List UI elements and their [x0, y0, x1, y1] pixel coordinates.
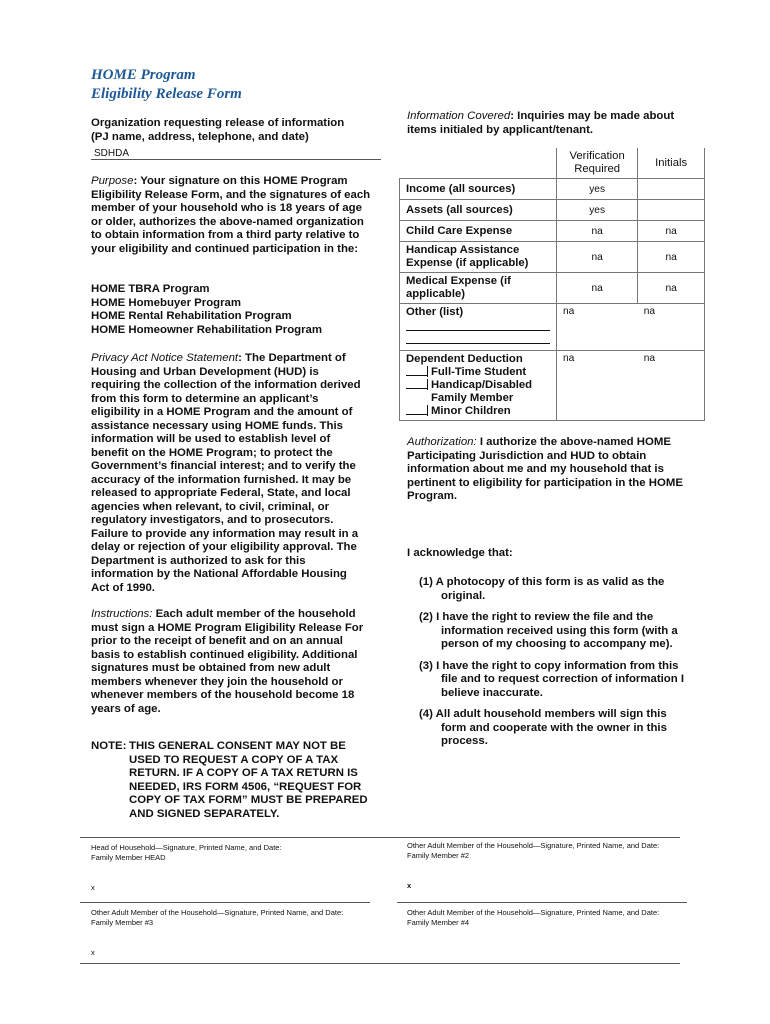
note-block	[91, 740, 376, 821]
header-verification: Verification Required	[557, 148, 638, 179]
signature-field-3[interactable]: x	[91, 948, 95, 957]
row-item: Handicap Assistance Expense (if applicable)	[400, 242, 557, 273]
dependent-subitem	[406, 405, 550, 418]
acknowledgement-item	[407, 660, 689, 701]
other-line-2[interactable]	[406, 342, 550, 344]
item-text: All adult household members will sign this form and cooperate with the owner in this process.	[435, 708, 667, 747]
row-verification: yes	[557, 179, 638, 200]
signature-caption: Other Adult Member of the Household—Signature, Printed Name, and Date:	[91, 908, 344, 917]
title-line-1: HOME Program	[91, 67, 196, 83]
signature-line	[397, 902, 687, 903]
item-number: (4)	[419, 708, 433, 720]
row-item: Income (all sources)	[400, 179, 557, 200]
signature-member: Family Member #4	[407, 917, 470, 927]
row-verification: na	[557, 221, 638, 242]
signature-caption: Other Adult Member of the Household—Signature, Printed Name, and Date:	[407, 841, 660, 850]
form-title	[91, 66, 242, 104]
program-item: HOME Homeowner Rehabilitation Program	[91, 323, 323, 336]
header-initials: Initials	[638, 148, 705, 179]
row-initials-field[interactable]: na	[638, 242, 705, 273]
item-text: I have the right to review the file and the information received using this form (with a person of my choosing to accompany me).	[436, 611, 678, 650]
row-verification: na	[557, 273, 638, 304]
instructions-text: Each adult member of the household must sign a HOME Program Eligibility Release For prior to the receipt of benefit and on an annual basis to establish continued eligibility. Additional signatures must be obtained from new adult members whenever they join the household or whenever members of the household become 18 years of age.	[91, 608, 364, 715]
info-covered-label: Information Covered	[407, 110, 511, 122]
checkbox-minor-children[interactable]	[406, 405, 428, 415]
other-verification: na	[557, 304, 638, 351]
row-initials-field[interactable]: na	[638, 221, 705, 242]
row-item: Assets (all sources)	[400, 200, 557, 221]
dependent-subitem	[406, 379, 550, 405]
signature-member: Family Member HEAD	[91, 852, 166, 862]
row-verification: yes	[557, 200, 638, 221]
privacy-label: Privacy Act Notice Statement	[91, 352, 239, 364]
purpose-text: : Your signature on this HOME Program Eligibility Release Form, and the signatures of each member of your household who is 18 years of age or older, authorizes the above-named organization to obtain information from a third party relative to your eligibility and continued participation in the:	[91, 175, 371, 255]
signature-divider	[80, 837, 680, 838]
item-text: I have the right to copy information from this file and to request correction of information I believe inaccurate.	[436, 659, 685, 699]
signature-block-head	[91, 843, 381, 862]
acknowledgement-item	[407, 611, 689, 652]
signature-caption: Other Adult Member of the Household—Signature, Printed Name, and Date:	[407, 908, 660, 917]
signature-block-2	[407, 841, 697, 860]
item-text: A photocopy of this form is as valid as the original.	[435, 576, 665, 602]
org-field-value: SDHDA	[94, 148, 130, 159]
acknowledgement-list	[407, 576, 689, 757]
authorization-label: Authorization:	[407, 436, 477, 448]
item-number: (2)	[419, 611, 433, 623]
other-line-1[interactable]	[406, 329, 550, 331]
info-covered-text: : Inquiries may be made about items initialed by applicant/tenant.	[407, 110, 675, 136]
instructions-paragraph	[91, 608, 371, 716]
row-initials-field[interactable]: na	[638, 273, 705, 304]
org-field[interactable]	[91, 148, 381, 160]
other-initials-field[interactable]: na	[638, 304, 705, 351]
table-row	[400, 200, 705, 221]
verification-table	[399, 148, 705, 421]
row-verification: na	[557, 242, 638, 273]
table-row	[400, 273, 705, 304]
note-prefix: NOTE:	[91, 740, 127, 752]
item-number: (3)	[419, 659, 433, 672]
signature-member: Family Member #3	[91, 917, 154, 927]
signature-caption: Head of Household—Signature, Printed Name, and Date:	[91, 843, 282, 852]
subitem-label: Full-Time Student	[431, 366, 527, 378]
checkbox-full-time-student[interactable]	[406, 366, 428, 376]
row-item: Child Care Expense	[400, 221, 557, 242]
purpose-paragraph	[91, 175, 371, 256]
privacy-paragraph	[91, 352, 365, 595]
other-label: Other (list)	[406, 306, 464, 318]
item-number: (1)	[419, 576, 433, 588]
subitem-label: Minor Children	[431, 405, 511, 417]
dependent-initials-field[interactable]: na	[638, 351, 705, 421]
row-initials-field[interactable]	[638, 200, 705, 221]
signature-line	[80, 902, 370, 903]
org-label-line-1: Organization requesting release of information	[91, 117, 345, 129]
authorization-text: I authorize the above-named HOME Participating Jurisdiction and HUD to obtain information about me and my household that is pertinent to eligibility for participation in the HOME Program.	[407, 436, 683, 502]
acknowledge-heading: I acknowledge that:	[407, 547, 513, 559]
dependent-label: Dependent Deduction	[406, 353, 523, 365]
subitem-label: Handicap/Disabled Family Member	[431, 379, 533, 404]
signature-field-2[interactable]: x	[407, 881, 412, 890]
checkbox-handicap-disabled[interactable]	[406, 379, 428, 389]
signature-block-3	[91, 908, 381, 927]
privacy-text: : The Department of Housing and Urban Development (HUD) is requiring the collection of the information derived from this form to determine an applicant’s eligibility in a HOME Program and the amount of assistance necessary using HOME funds. This information will be used to establish level of benefit on the HOME Program; to protect the Government’s financial interest; and to verify the accuracy of the information furnished. It may be released to appropriate Federal, State, and local agencies when relevant, to civil, criminal, or regulatory investigators, and to prosecutors. Failure to provide any information may result in a delay or rejection of your eligibility approval. The Department is authorized to ask for this information by the National Affordable Housing Act of 1990.	[91, 352, 361, 594]
org-label	[91, 117, 381, 144]
signature-line-bottom	[80, 963, 680, 964]
signature-field-head[interactable]: x	[91, 883, 95, 892]
row-item: Medical Expense (if applicable)	[400, 273, 557, 304]
program-item: HOME Homebuyer Program	[91, 296, 242, 309]
signature-block-4	[407, 908, 697, 927]
table-row	[400, 179, 705, 200]
program-list	[91, 283, 371, 337]
authorization-paragraph	[407, 436, 689, 504]
purpose-label: Purpose	[91, 175, 134, 187]
table-row-dependent	[400, 351, 705, 421]
table-row	[400, 242, 705, 273]
program-item: HOME TBRA Program	[91, 283, 210, 295]
dependent-verification: na	[557, 351, 638, 421]
info-covered-paragraph	[407, 110, 692, 137]
note-text: THIS GENERAL CONSENT MAY NOT BE USED TO REQUEST A COPY OF A TAX RETURN. IF A COPY OF A TAX RETURN IS NEEDED, IRS FORM 4506, “REQUEST FOR COPY OF TAX FORM” MUST BE PREPARED AND SIGNED SEPARATELY.	[129, 740, 368, 820]
acknowledgement-item	[407, 708, 689, 749]
signature-member: Family Member #2	[407, 850, 470, 860]
org-label-line-2: (PJ name, address, telephone, and date)	[91, 130, 309, 143]
table-row	[400, 221, 705, 242]
row-initials-field[interactable]	[638, 179, 705, 200]
title-line-2: Eligibility Release Form	[91, 86, 242, 102]
dependent-subitem	[406, 366, 550, 379]
program-item: HOME Rental Rehabilitation Program	[91, 310, 292, 322]
instructions-label: Instructions:	[91, 608, 153, 620]
table-header-row	[400, 148, 705, 179]
table-row-other	[400, 304, 705, 351]
acknowledgement-item	[407, 576, 689, 603]
